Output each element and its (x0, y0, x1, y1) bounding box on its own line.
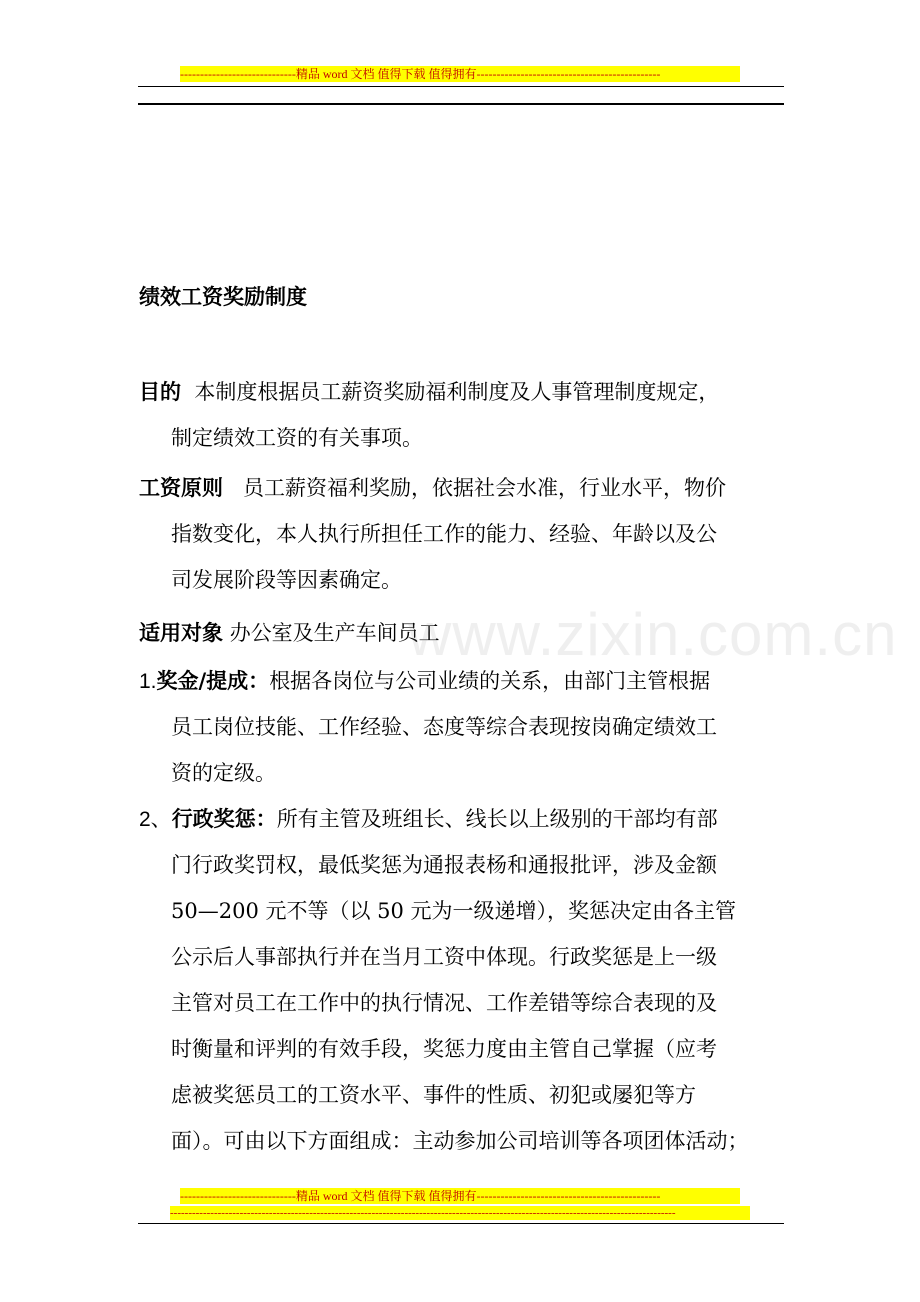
item-bonus (139, 666, 789, 804)
item-admin-line-6: 时衡量和评判的有效手段，奖惩力度由主管自己掌握（应考 (171, 1037, 717, 1061)
purpose-line-2: 制定绩效工资的有关事项。 (171, 426, 423, 450)
item-admin-line-8: 面）。可由以下方面组成：主动参加公司培训等各项团体活动； (171, 1129, 749, 1153)
watermark: www.zixin.com.cn (408, 601, 898, 668)
item-bonus-line-3: 资的定级。 (171, 761, 276, 785)
principle-section (139, 473, 789, 611)
principle-line-3: 司发展阶段等因素确定。 (171, 568, 402, 592)
document-title: 绩效工资奖励制度 (139, 285, 307, 309)
item-admin-number: 2、 (139, 808, 172, 831)
item-admin-line-3: 50—200 元不等（以 50 元为一级递增），奖惩决定由各主管 (171, 899, 737, 923)
item-bonus-line-2: 员工岗位技能、工作经验、态度等综合表现按岗确定绩效工 (171, 715, 717, 739)
header-rule-thick (138, 103, 784, 105)
principle-label: 工资原则 (139, 476, 223, 500)
item-admin-line-1: 所有主管及班组长、线长以上级别的干部均有部 (276, 807, 718, 831)
principle-line-1: 员工薪资福利奖励，依据社会水准，行业水平，物价 (243, 476, 727, 500)
item-admin-line-7: 虑被奖惩员工的工资水平、事件的性质、初犯或屡犯等方 (171, 1083, 696, 1107)
item-admin (139, 804, 789, 1172)
purpose-line-1: 本制度根据员工薪资奖励福利制度及人事管理制度规定， (194, 380, 720, 404)
header-rule-thin (138, 86, 784, 87)
scope-text: 办公室及生产车间员工 (229, 621, 440, 645)
principle-line-2: 指数变化，本人执行所担任工作的能力、经验、年龄以及公 (171, 522, 717, 546)
item-admin-line-2: 门行政奖罚权，最低奖惩为通报表杨和通报批评，涉及金额 (171, 853, 717, 877)
scope-label: 适用对象 (139, 621, 223, 645)
item-bonus-number: 1. (139, 670, 157, 693)
item-admin-label: 行政奖惩： (171, 807, 277, 831)
item-admin-line-5: 主管对员工在工作中的执行情况、工作差错等综合表现的及 (171, 991, 717, 1015)
header-banner: -----------------------------精品 word 文档 值得下载 值得拥有---------------------------------------------- (180, 66, 740, 82)
footer-dashes: ------------------------------------------------------------------------------------------------------------------------------------------ (170, 1206, 750, 1220)
purpose-section (139, 377, 789, 469)
item-bonus-label: 奖金/提成： (156, 669, 270, 693)
item-bonus-line-1: 根据各岗位与公司业绩的关系，由部门主管根据 (269, 669, 711, 693)
footer-banner: -----------------------------精品 word 文档 值得下载 值得拥有---------------------------------------------- (180, 1188, 740, 1204)
item-admin-line-4: 公示后人事部执行并在当月工资中体现。行政奖惩是上一级 (171, 945, 717, 969)
purpose-label: 目的 (139, 380, 181, 404)
footer-rule (138, 1223, 784, 1224)
